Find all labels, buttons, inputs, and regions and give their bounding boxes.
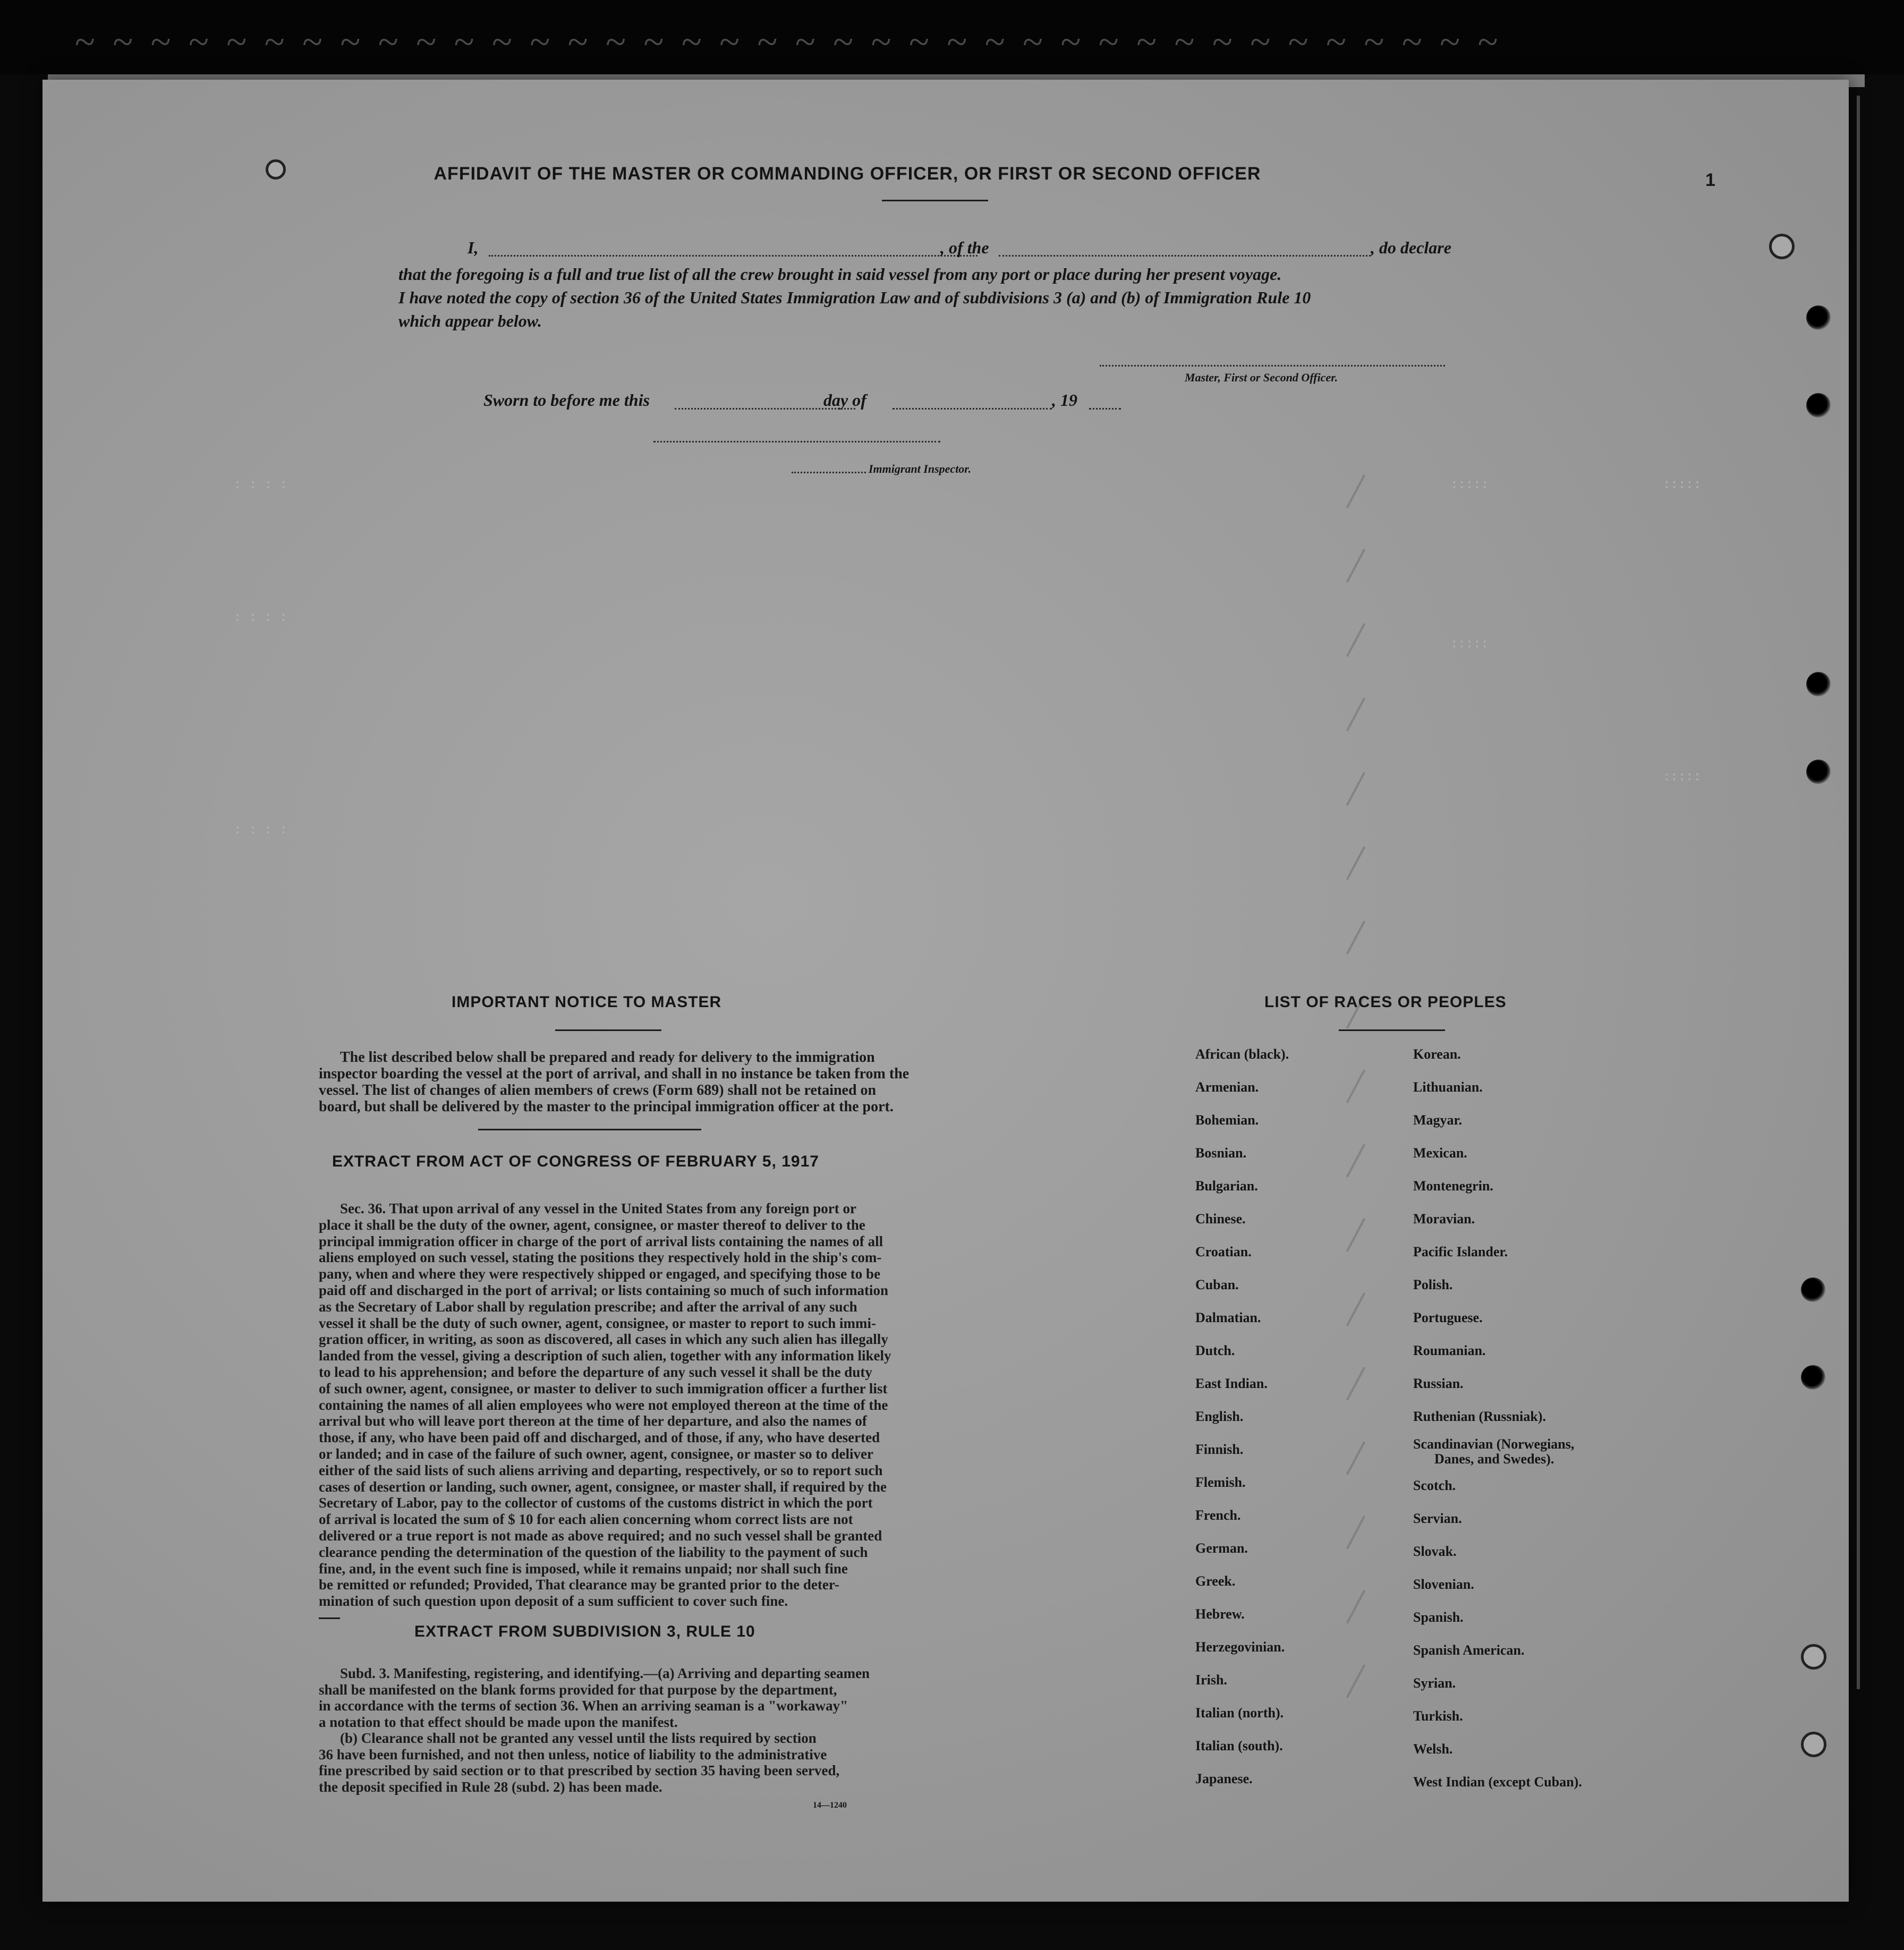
race-item: Turkish. <box>1413 1708 1463 1724</box>
affidavit-i-label: I, <box>468 238 479 257</box>
act-line: principal immigration officer in charge of the port of arrival lists containing the names of all <box>319 1233 883 1249</box>
binder-hole <box>1801 1732 1826 1757</box>
act-line: aliens employed on such vessel, stating the positions they respectively hold in the ship's com- <box>319 1249 882 1266</box>
race-item: Lithuanian. <box>1413 1079 1483 1095</box>
notice-text <box>319 1049 914 1115</box>
sworn-year-field[interactable] <box>1089 408 1121 410</box>
race-item: Hebrew. <box>1195 1606 1245 1622</box>
name-field[interactable] <box>489 255 978 257</box>
bleed-mark <box>1346 1590 1365 1624</box>
race-item: Spanish American. <box>1413 1642 1525 1658</box>
officer-signature-field[interactable] <box>1100 365 1445 367</box>
race-item: Russian. <box>1413 1376 1464 1391</box>
race-item: German. <box>1195 1540 1248 1556</box>
rule-title: EXTRACT FROM SUBDIVISION 3, RULE 10 <box>414 1623 755 1640</box>
notice-underline <box>555 1029 661 1031</box>
bleed-mark <box>1346 474 1365 508</box>
race-item: Spanish. <box>1413 1610 1464 1625</box>
year-label: , 19 <box>1052 390 1077 410</box>
race-item: Bohemian. <box>1195 1112 1259 1128</box>
act-line: or landed; and in case of the failure of such owner, agent, consignee, or master so to deliver <box>319 1445 873 1462</box>
race-item: African (black). <box>1195 1046 1289 1062</box>
race-item: Armenian. <box>1195 1079 1259 1095</box>
act-text <box>319 1200 914 1610</box>
binder-hole <box>1806 393 1831 418</box>
bleed-mark <box>1346 1144 1365 1178</box>
act-line: clearance pending the determination of the question of the liability to the payment of such <box>319 1544 868 1560</box>
day-of-label: day of <box>823 390 866 410</box>
act-line: gration officer, in writing, as soon as discovered, all cases in which any such alien has illegally <box>319 1331 888 1348</box>
binder-hole <box>1801 1278 1825 1302</box>
race-item: Italian (south). <box>1195 1738 1283 1753</box>
officer-caption: Master, First or Second Officer. <box>1185 371 1338 384</box>
race-item: Mexican. <box>1413 1145 1467 1161</box>
race-item: West Indian (except Cuban). <box>1413 1774 1582 1790</box>
ghost-text: ::::: <box>1663 770 1702 785</box>
binder-hole <box>1769 234 1795 259</box>
race-item: Servian. <box>1413 1511 1462 1526</box>
race-item: French. <box>1195 1508 1241 1523</box>
act-line: arrival but who will leave port thereon at the time of her departure, and also the names of <box>319 1413 867 1429</box>
affidavit-line-2: that the foregoing is a full and true list of all the crew brought in said vessel from any port or place during her present voyage. <box>398 265 1282 284</box>
section-divider-small <box>319 1617 340 1619</box>
act-line: mination of such question upon deposit of a sum sufficient to cover such fine. <box>319 1593 788 1610</box>
act-line: containing the names of all alien employees who were not employed thereon at the time of the <box>319 1396 888 1413</box>
race-item: Dutch. <box>1195 1343 1235 1358</box>
small-circle-mark <box>266 159 286 180</box>
act-title: EXTRACT FROM ACT OF CONGRESS OF FEBRUARY 5, 1917 <box>332 1153 819 1170</box>
rule-line: in accordance with the terms of section 36. When an arriving seaman is a "workaway" <box>319 1698 848 1714</box>
bleed-mark <box>1346 846 1365 880</box>
notice-line: The list described below shall be prepared and ready for delivery to the immigration <box>340 1049 875 1066</box>
bleed-mark <box>1346 549 1365 583</box>
race-item: Japanese. <box>1195 1771 1253 1786</box>
rule-text <box>319 1665 914 1795</box>
notice-title: IMPORTANT NOTICE TO MASTER <box>452 993 722 1011</box>
page-number: 1 <box>1705 170 1715 190</box>
act-line: fine, and, in the event such fine is imposed, while it remains unpaid; nor shall such fine <box>319 1560 848 1577</box>
race-item: Greek. <box>1195 1573 1236 1589</box>
act-line: of such owner, agent, consignee, or master to deliver to such immigration officer a further list <box>319 1380 888 1396</box>
bleed-through-text: ~ ~ ~ ~ ~ ~ ~ ~ ~ ~ ~ ~ ~ ~ ~ ~ ~ ~ ~ ~ ~ ~ ~ ~ ~ ~ ~ ~ ~ ~ ~ ~ ~ ~ ~ ~ ~ ~ <box>74 22 1502 63</box>
act-line: be remitted or refunded; Provided, That clearance may be granted prior to the deter- <box>319 1577 839 1593</box>
affidavit-declare-label: , do declare <box>1371 238 1451 257</box>
race-item: Irish. <box>1195 1672 1227 1688</box>
race-item: Welsh. <box>1413 1741 1453 1757</box>
act-line: vessel it shall be the duty of such owner, agent, consignee, or master to report to such immi- <box>319 1315 876 1331</box>
race-item: Italian (north). <box>1195 1705 1284 1721</box>
affidavit-title: AFFIDAVIT OF THE MASTER OR COMMANDING OFFICER, OR FIRST OR SECOND OFFICER <box>434 164 1261 184</box>
act-line: Secretary of Labor, pay to the collector of customs of the customs district in which the port <box>319 1495 873 1511</box>
act-line: as the Secretary of Labor shall by regulation prescribe; and after the arrival of any such <box>319 1298 857 1315</box>
act-line: Sec. 36. That upon arrival of any vessel in the United States from any foreign port or <box>340 1200 856 1216</box>
notice-line: inspector boarding the vessel at the port of arrival, and shall in no instance be taken from the <box>319 1066 910 1082</box>
act-line: place it shall be the duty of the owner, agent, consignee, or master thereof to deliver to the <box>319 1216 865 1233</box>
race-item: East Indian. <box>1195 1376 1268 1391</box>
race-item: Montenegrin. <box>1413 1178 1493 1194</box>
act-line: to lead to his apprehension; and before the departure of any such vessel it shall be the duty <box>319 1364 872 1380</box>
section-divider <box>478 1129 701 1130</box>
rule-line: fine prescribed by said section or to that prescribed by section 35 having been served, <box>319 1762 840 1778</box>
race-item: Scandinavian (Norwegians, <box>1413 1436 1575 1452</box>
document-page <box>42 80 1849 1902</box>
races-title: LIST OF RACES OR PEOPLES <box>1264 993 1507 1011</box>
race-item: Ruthenian (Russniak). <box>1413 1409 1546 1424</box>
race-item: Slovak. <box>1413 1544 1457 1559</box>
race-item: Flemish. <box>1195 1475 1246 1490</box>
bleed-mark <box>1346 1367 1365 1401</box>
inspector-caption-leader <box>792 472 866 473</box>
inspector-signature-field[interactable] <box>653 441 940 442</box>
bleed-mark <box>1346 1441 1365 1475</box>
rule-line: shall be manifested on the blank forms provided for that purpose by the department, <box>319 1681 837 1698</box>
bleed-mark <box>1346 1218 1365 1252</box>
top-dark-strip <box>0 0 1904 74</box>
race-item: Polish. <box>1413 1277 1453 1292</box>
race-item: Slovenian. <box>1413 1577 1474 1592</box>
affidavit-line-4: which appear below. <box>398 311 542 330</box>
act-line: delivered or a true report is not made as above required; and no such vessel shall be granted <box>319 1527 882 1544</box>
bleed-mark <box>1346 772 1365 806</box>
race-item: English. <box>1195 1409 1244 1424</box>
ghost-text: : : : : <box>234 611 287 625</box>
race-item: Magyar. <box>1413 1112 1463 1128</box>
ghost-text: : : : : <box>234 823 287 838</box>
form-number: 14—1240 <box>813 1801 847 1810</box>
binder-hole <box>1806 672 1831 696</box>
affidavit-of-the-label: , of the <box>940 238 989 257</box>
act-line: either of the said lists of such aliens arriving and departing, respectively, or so to report such <box>319 1462 883 1478</box>
ghost-text: : : : : <box>234 478 287 492</box>
race-item: Roumanian. <box>1413 1343 1486 1358</box>
race-item: Pacific Islander. <box>1413 1244 1508 1259</box>
bleed-mark <box>1346 623 1365 657</box>
race-item: Bosnian. <box>1195 1145 1247 1161</box>
ghost-text: ::::: <box>1450 637 1489 652</box>
race-item: Cuban. <box>1195 1277 1239 1292</box>
bleed-mark <box>1346 1069 1365 1103</box>
rule-line: the deposit specified in Rule 28 (subd. 2) has been made. <box>319 1778 662 1795</box>
race-item: Herzegovinian. <box>1195 1639 1285 1655</box>
binder-hole <box>1806 760 1831 784</box>
race-item: Portuguese. <box>1413 1310 1483 1325</box>
title-underline <box>882 200 988 201</box>
sworn-label: Sworn to before me this <box>483 390 650 410</box>
race-item: Syrian. <box>1413 1675 1456 1691</box>
race-item: Scotch. <box>1413 1478 1456 1493</box>
ghost-text: ::::: <box>1663 478 1702 492</box>
bleed-mark <box>1346 1664 1365 1698</box>
bleed-mark <box>1346 921 1365 955</box>
act-line: of arrival is located the sum of $ 10 for each alien concerning whom correct lists are not <box>319 1511 853 1528</box>
act-line: cases of desertion or landing, such owner, agent, consignee, or master shall, if required by the <box>319 1478 887 1495</box>
act-line: paid off and discharged in the port of arrival; or lists containing so much of such information <box>319 1282 889 1298</box>
binder-hole <box>1806 305 1831 330</box>
race-item: Korean. <box>1413 1046 1461 1062</box>
rule-line: 36 have been furnished, and not then unless, notice of liability to the administrative <box>319 1746 827 1762</box>
race-item-continued: Danes, and Swedes). <box>1434 1451 1554 1467</box>
ghost-text: ::::: <box>1450 478 1489 492</box>
race-item: Moravian. <box>1413 1211 1475 1227</box>
act-line: landed from the vessel, giving a description of such alien, together with any information likely <box>319 1348 891 1364</box>
vessel-field[interactable] <box>999 255 1371 257</box>
bleed-mark <box>1346 1515 1365 1549</box>
race-item: Croatian. <box>1195 1244 1252 1259</box>
races-underline <box>1339 1029 1445 1031</box>
affidavit-line-3: I have noted the copy of section 36 of the United States Immigration Law and of subdivisions 3 (a) and (b) of Immigration Rule 10 <box>398 288 1311 307</box>
page-fold-line <box>1857 96 1860 1689</box>
act-line: pany, when and where they were respectively shipped or engaged, and specifying those to be <box>319 1266 881 1282</box>
act-line: those, if any, who have been paid off and discharged, and of those, if any, who have deserted <box>319 1429 880 1446</box>
sworn-month-field[interactable] <box>892 408 1052 410</box>
binder-hole <box>1801 1365 1825 1390</box>
binder-hole <box>1801 1644 1826 1670</box>
rule-line: (b) Clearance shall not be granted any vessel until the lists required by section <box>340 1730 817 1746</box>
bleed-mark <box>1346 1292 1365 1326</box>
notice-line: vessel. The list of changes of alien members of crews (Form 689) shall not be retained on <box>319 1082 877 1099</box>
bleed-mark <box>1346 697 1365 731</box>
race-item: Bulgarian. <box>1195 1178 1258 1194</box>
race-item: Finnish. <box>1195 1442 1244 1457</box>
inspector-caption: Immigrant Inspector. <box>869 462 972 475</box>
notice-line: board, but shall be delivered by the master to the principal immigration officer at the port. <box>319 1099 894 1115</box>
race-item: Chinese. <box>1195 1211 1246 1227</box>
rule-line: a notation to that effect should be made upon the manifest. <box>319 1714 678 1730</box>
rule-line: Subd. 3. Manifesting, registering, and identifying.—(a) Arriving and departing seamen <box>340 1665 870 1681</box>
race-item: Dalmatian. <box>1195 1310 1261 1325</box>
